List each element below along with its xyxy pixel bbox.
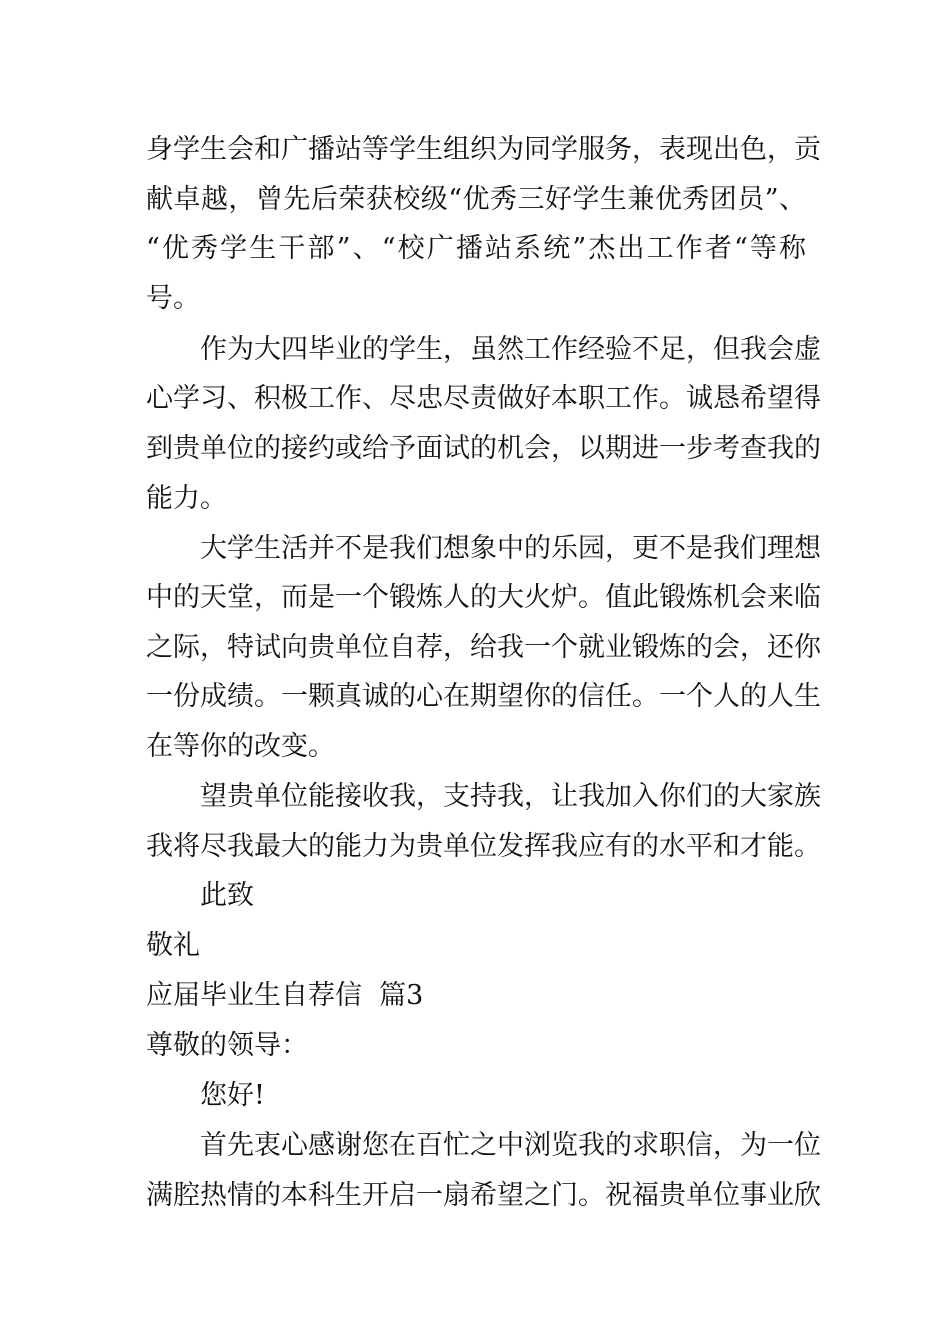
paragraph-line: 在等你的改变。 [146, 731, 335, 762]
paragraph-line: 首先衷心感谢您在百忙之中浏览我的求职信，为一位 [200, 1130, 821, 1161]
paragraph-line: 献卓越，曾先后荣获校级“优秀三好学生兼优秀团员”、 [146, 184, 806, 215]
greeting-line: 您好! [200, 1080, 265, 1111]
recipient-line: 尊敬的领导： [146, 1030, 308, 1061]
paragraph-line: 我将尽我最大的能力为贵单位发挥我应有的水平和才能。 [146, 831, 821, 862]
paragraph-line: 一份成绩。一颗真诚的心在期望你的信任。一个人的人生 [146, 681, 821, 712]
paragraph-line: 到贵单位的接约或给予面试的机会，以期进一步考查我的 [146, 433, 821, 464]
paragraph-line: 能力。 [146, 483, 227, 514]
paragraph-line: 心学习、积极工作、尽忠尽责做好本职工作。诚恳希望得 [146, 383, 821, 414]
closing-text: 此致 [200, 880, 254, 911]
paragraph-line: 作为大四毕业的学生，虽然工作经验不足，但我会虚 [200, 334, 821, 365]
paragraph-line: 满腔热情的本科生开启一扇希望之门。祝福贵单位事业欣 [146, 1180, 821, 1211]
paragraph-line: 身学生会和广播站等学生组织为同学服务，表现出色，贡 [146, 134, 821, 165]
section-heading: 应届毕业生自荐信 篇3 [146, 980, 424, 1011]
paragraph-line: “优秀学生干部”、“校广播站系统”杰出工作者“等称 [146, 233, 806, 264]
salute-text: 敬礼 [146, 930, 200, 961]
paragraph-line: 号。 [146, 283, 200, 314]
paragraph-line: 望贵单位能接收我，支持我，让我加入你们的大家族 [200, 781, 821, 812]
paragraph-line: 中的天堂，而是一个锻炼人的大火炉。值此锻炼机会来临 [146, 582, 821, 613]
paragraph-line: 大学生活并不是我们想象中的乐园，更不是我们理想 [200, 533, 821, 564]
paragraph-line: 之际，特试向贵单位自荐，给我一个就业锻炼的会，还你 [146, 632, 821, 663]
